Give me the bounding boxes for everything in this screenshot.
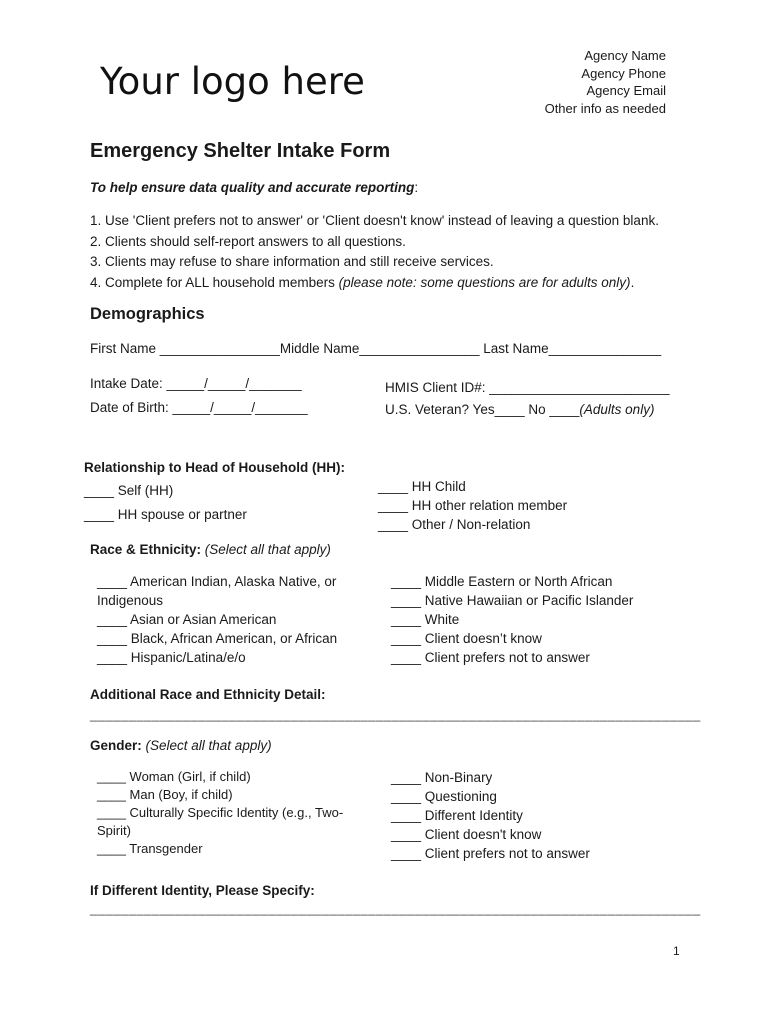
gender-options-right (391, 768, 590, 863)
gender-option-transgender[interactable]: ____ Transgender (97, 841, 203, 856)
race-option-hispanic[interactable]: ____ Hispanic/Latina/e/o (97, 650, 246, 665)
demographics-heading: Demographics (90, 305, 205, 323)
relationship-option-spouse[interactable]: ____ HH spouse or partner (84, 507, 247, 522)
agency-name: Agency Name (584, 48, 666, 63)
race-option-prefers-not[interactable]: ____ Client prefers not to answer (391, 650, 590, 665)
different-identity-line[interactable]: _______________________________________________________________________________ (90, 901, 701, 916)
logo-placeholder: Your logo here (100, 60, 365, 103)
instruction-4-end: . (630, 274, 635, 290)
race-option-american-indian[interactable]: ____ American Indian, Alaska Native, or (97, 574, 337, 589)
race-option-american-indian-cont: Indigenous (97, 593, 164, 608)
subtitle-end: : (414, 180, 419, 195)
adults-only-note: (Adults only) (579, 402, 655, 417)
relationship-option-non-relation[interactable]: ____ Other / Non-relation (378, 517, 531, 532)
instructions-list (90, 211, 659, 293)
race-ethnicity-heading (90, 542, 331, 557)
date-of-birth-field[interactable]: Date of Birth: _____/_____/_______ (90, 400, 308, 415)
gender-option-different-identity[interactable]: ____ Different Identity (391, 808, 523, 823)
form-title: Emergency Shelter Intake Form (90, 140, 391, 162)
additional-race-line[interactable]: _______________________________________________________________________________ (90, 707, 701, 722)
gender-options-left (97, 768, 343, 858)
gender-heading-note: (Select all that apply) (145, 738, 272, 753)
relationship-option-child[interactable]: ____ HH Child (378, 479, 466, 494)
instruction-4-main: 4. Complete for ALL household members (90, 274, 339, 290)
agency-other-info: Other info as needed (544, 100, 666, 116)
form-subtitle (90, 180, 418, 195)
race-options-right (391, 572, 633, 667)
agency-phone: Agency Phone (581, 65, 666, 81)
additional-race-heading: Additional Race and Ethnicity Detail: (90, 687, 326, 702)
agency-info (545, 47, 666, 117)
relationship-heading: Relationship to Head of Household (HH): (84, 460, 345, 475)
gender-option-questioning[interactable]: ____ Questioning (391, 789, 497, 804)
us-veteran-label: U.S. Veteran? Yes____ No ____ (385, 402, 580, 417)
gender-option-client-doesnt-know[interactable]: ____ Client doesn't know (391, 827, 542, 842)
race-option-client-doesnt-know[interactable]: ____ Client doesn’t know (391, 631, 542, 646)
page-number: 1 (673, 944, 680, 958)
instruction-4 (90, 273, 659, 294)
gender-option-culturally-specific-cont: Spirit) (97, 823, 131, 838)
instruction-3: 3. Clients may refuse to share information and still receive services. (90, 254, 494, 269)
different-identity-heading: If Different Identity, Please Specify: (90, 883, 315, 898)
agency-email: Agency Email (586, 83, 666, 98)
gender-option-culturally-specific[interactable]: ____ Culturally Specific Identity (e.g., Two- (97, 805, 344, 820)
instruction-2: 2. Clients should self-report answers to all questions. (90, 233, 406, 249)
instruction-4-note: (please note: some questions are for adults only) (338, 274, 631, 290)
intake-date-field[interactable]: Intake Date: _____/_____/_______ (90, 376, 302, 391)
race-heading-label: Race & Ethnicity: (90, 542, 205, 557)
gender-heading-label: Gender: (90, 738, 146, 753)
subtitle-bold: To help ensure data quality and accurate reporting (90, 180, 415, 195)
us-veteran-field[interactable] (385, 402, 654, 417)
race-option-white[interactable]: ____ White (391, 612, 460, 627)
name-fields[interactable]: First Name ________________Middle Name________________ Last Name_______________ (90, 341, 662, 356)
instruction-1: 1. Use 'Client prefers not to answer' or 'Client doesn't know' instead of leaving a question blank. (90, 213, 659, 228)
race-option-asian[interactable]: ____ Asian or Asian American (97, 612, 277, 627)
gender-option-prefers-not[interactable]: ____ Client prefers not to answer (391, 846, 590, 861)
race-options-left (97, 572, 337, 667)
race-option-pacific-islander[interactable]: ____ Native Hawaiian or Pacific Islander (391, 593, 634, 608)
gender-option-woman[interactable]: ____ Woman (Girl, if child) (97, 769, 251, 784)
relationship-option-self[interactable]: ____ Self (HH) (84, 483, 174, 498)
race-option-middle-eastern[interactable]: ____ Middle Eastern or North African (391, 574, 613, 589)
relationship-option-other-relation[interactable]: ____ HH other relation member (378, 498, 568, 513)
race-heading-note: (Select all that apply) (204, 542, 331, 557)
hmis-client-id-field[interactable]: HMIS Client ID#: ________________________ (385, 380, 670, 395)
gender-option-man[interactable]: ____ Man (Boy, if child) (97, 787, 233, 802)
gender-option-non-binary[interactable]: ____ Non-Binary (391, 770, 493, 785)
relationship-options-right (378, 477, 567, 534)
gender-heading (90, 738, 272, 753)
race-option-black[interactable]: ____ Black, African American, or African (97, 631, 338, 646)
